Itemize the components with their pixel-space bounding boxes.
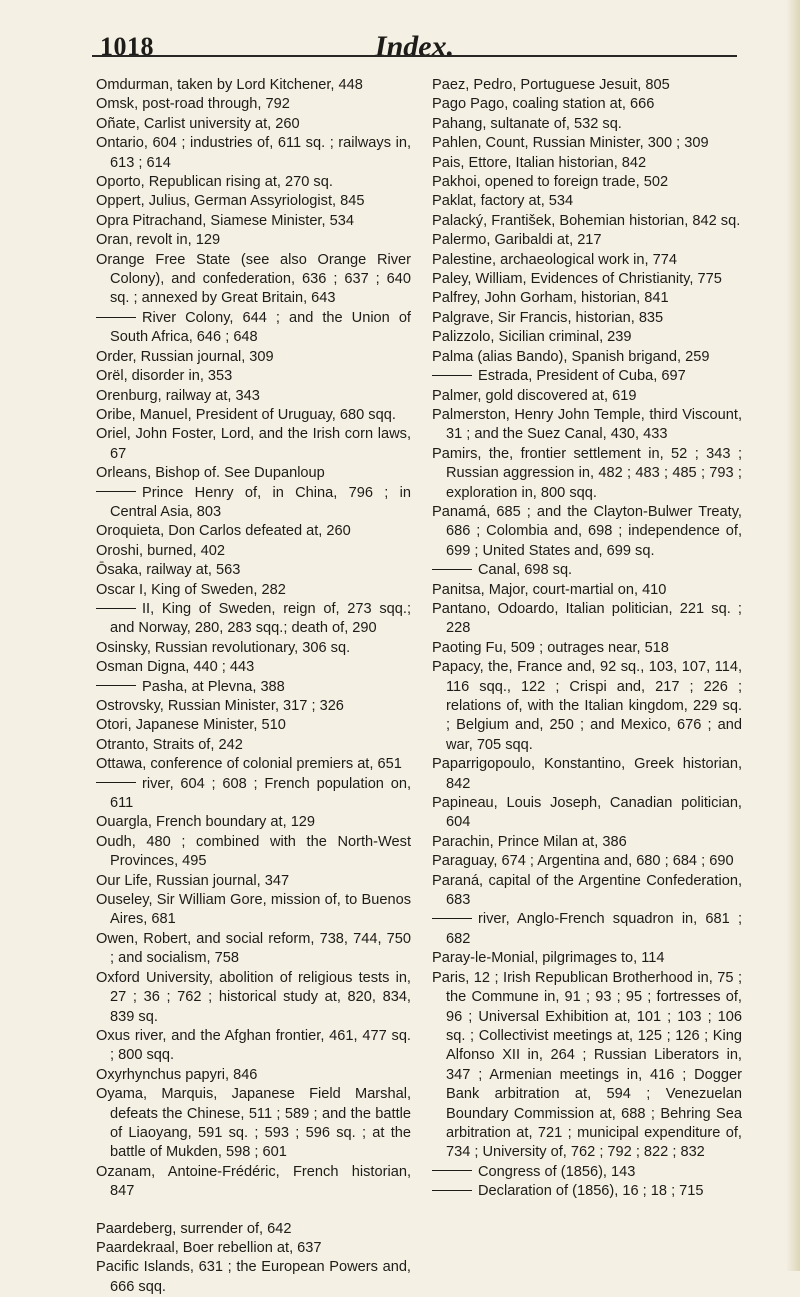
index-entry [96, 891, 411, 930]
entry-text: Oporto, Republican rising at, 270 sq. [96, 174, 333, 191]
repeat-dash [432, 375, 472, 376]
index-entry [432, 328, 742, 347]
index-subentry [432, 1182, 742, 1201]
index-entry [432, 600, 742, 639]
index-entry [432, 503, 742, 561]
index-entry [96, 464, 411, 483]
entry-text: Orël, disorder in, 353 [96, 368, 233, 385]
index-entry [96, 561, 411, 580]
index-subentry [432, 367, 742, 386]
index-entry [432, 445, 742, 503]
entry-text: Paardeberg, surrender of, 642 [96, 1220, 292, 1237]
entry-text: Prince Henry of, in China, 796 ; in Central Asia, 803 [110, 484, 411, 520]
entry-text: Pahang, sultanate of, 532 sq. [432, 115, 622, 132]
index-entry [96, 658, 411, 677]
entry-text: Paklat, factory at, 534 [432, 193, 574, 210]
index-entry [96, 1239, 411, 1258]
index-column-right [432, 76, 742, 1202]
index-subentry [432, 1163, 742, 1182]
repeat-dash [432, 569, 472, 570]
index-entry [96, 231, 411, 250]
index-subentry [96, 309, 411, 348]
index-subentry [96, 600, 411, 639]
entry-text: Congress of (1856), 143 [478, 1163, 636, 1180]
entry-text: Orleans, Bishop of. See Dupanloup [96, 465, 325, 482]
entry-text: Ouseley, Sir William Gore, mission of, to Buenos Aires, 681 [96, 892, 411, 928]
entry-text: river, 604 ; 608 ; French population on, 611 [110, 775, 411, 812]
entry-text: Ōsaka, railway at, 563 [96, 562, 241, 579]
index-entry [96, 367, 411, 386]
index-entry [96, 581, 411, 600]
index-entry [96, 115, 411, 134]
entry-text: Oriel, John Foster, Lord, and the Irish corn laws, 67 [96, 426, 411, 462]
entry-text: Paley, William, Evidences of Christianity, 775 [432, 271, 722, 288]
index-entry [432, 173, 742, 192]
entry-text: Paray-le-Monial, pilgrimages to, 114 [432, 950, 665, 967]
index-entry [96, 930, 411, 969]
index-entry [96, 1066, 411, 1085]
index-entry [432, 406, 742, 445]
index-entry [96, 406, 411, 425]
entry-text: Oyama, Marquis, Japanese Field Marshal, defeats the Chinese, 511 ; 589 ; and the battle of Liaoyang, 591 sq. ; 593 ; 596 sq. ; at the battle of Mukden, 598 ; 601 [96, 1086, 411, 1161]
entry-text: Pantano, Odoardo, Italian politician, 221 sq. ; 228 [432, 600, 742, 637]
repeat-dash [96, 782, 136, 783]
entry-text: Palermo, Garibaldi at, 217 [432, 232, 602, 249]
entry-text: Order, Russian journal, 309 [96, 348, 274, 365]
header-rule [92, 55, 737, 57]
index-entry [432, 658, 742, 755]
index-entry [432, 969, 742, 1163]
index-entry [432, 309, 742, 328]
index-entry [432, 154, 742, 173]
entry-text: Pakhoi, opened to foreign trade, 502 [432, 174, 669, 191]
index-entry [96, 1258, 411, 1297]
index-entry [432, 212, 742, 231]
index-entry [432, 231, 742, 250]
entry-text: Pahlen, Count, Russian Minister, 300 ; 309 [432, 135, 709, 152]
index-entry [96, 387, 411, 406]
index-entry [96, 95, 411, 114]
entry-text: Palacký, František, Bohemian historian, 842 sq. [432, 212, 741, 229]
repeat-dash [96, 685, 136, 686]
entry-text: Panitsa, Major, court-martial on, 410 [432, 581, 667, 598]
entry-text: Parachin, Prince Milan at, 386 [432, 833, 627, 850]
entry-text: Palgrave, Sir Francis, historian, 835 [432, 309, 664, 326]
index-entry [432, 581, 742, 600]
entry-text: Paraná, capital of the Argentine Confederation, 683 [432, 872, 742, 909]
index-entry [96, 716, 411, 735]
repeat-dash [96, 317, 136, 318]
entry-text: Paparrigopoulo, Konstantino, Greek historian, 842 [432, 756, 742, 792]
index-entry [432, 270, 742, 289]
entry-text: Pago Pago, coaling station at, 666 [432, 96, 655, 113]
index-entry [432, 289, 742, 308]
index-entry [96, 212, 411, 231]
entry-text: River Colony, 644 ; and the Union of South Africa, 646 ; 648 [110, 309, 411, 346]
entry-text: Oran, revolt in, 129 [96, 232, 221, 249]
index-entry [96, 697, 411, 716]
entry-text: Osman Digna, 440 ; 443 [96, 659, 255, 676]
entry-text: Orenburg, railway at, 343 [96, 387, 260, 404]
index-entry [432, 949, 742, 968]
entry-text: Osinsky, Russian revolutionary, 306 sq. [96, 639, 351, 656]
index-entry [96, 348, 411, 367]
repeat-dash [96, 608, 136, 609]
entry-text: II, King of Sweden, reign of, 273 sqq.; and Norway, 280, 283 sqq.; death of, 290 [110, 600, 411, 637]
entry-text: Our Life, Russian journal, 347 [96, 872, 290, 889]
index-entry [96, 425, 411, 464]
entry-text: Papacy, the, France and, 92 sq., 103, 107, 114, 116 sqq., 122 ; Crispi and, 217 ; 226 ; relations of, with the Italian kingdom, 229 sq. ; Belgium and, 250 ; and Mexico, 676 ; and war, 705 sqq. [432, 659, 742, 753]
entry-text: Estrada, President of Cuba, 697 [478, 368, 686, 385]
page-number: 1018 [100, 32, 154, 61]
entry-text: Oudh, 480 ; combined with the North-West Provinces, 495 [96, 833, 411, 870]
entry-text: Pasha, at Plevna, 388 [142, 678, 285, 695]
index-entry [432, 95, 742, 114]
entry-text: Ouargla, French boundary at, 129 [96, 814, 316, 831]
entry-text: Palfrey, John Gorham, historian, 841 [432, 290, 669, 307]
index-entry [432, 852, 742, 871]
entry-text: Palestine, archaeological work in, 774 [432, 251, 677, 268]
index-entry [432, 192, 742, 211]
index-entry [96, 969, 411, 1027]
repeat-dash [432, 1190, 472, 1191]
entry-text: river, Anglo-French squadron in, 681 ; 682 [446, 911, 742, 947]
entry-text: Oroshi, burned, 402 [96, 542, 225, 559]
entry-text: Omdurman, taken by Lord Kitchener, 448 [96, 77, 363, 93]
entry-text: Paardekraal, Boer rebellion at, 637 [96, 1239, 322, 1256]
index-entry [96, 542, 411, 561]
entry-text: Otranto, Straits of, 242 [96, 736, 243, 753]
entry-text: Pacific Islands, 631 ; the European Powers and, 666 sqq. [96, 1259, 411, 1295]
entry-text: Oxyrhynchus papyri, 846 [96, 1066, 258, 1083]
entry-text: Owen, Robert, and social reform, 738, 744, 750 ; and socialism, 758 [96, 930, 411, 967]
index-entry [96, 872, 411, 891]
entry-text: Palmer, gold discovered at, 619 [432, 387, 637, 404]
entry-text: Palizzolo, Sicilian criminal, 239 [432, 329, 632, 346]
entry-text: Ozanam, Antoine-Frédéric, French historian, 847 [96, 1163, 411, 1200]
entry-text: Pamirs, the, frontier settlement in, 52 ; 343 ; Russian aggression in, 482 ; 483 ; 485 ; 793 ; exploration in, 800 sqq. [432, 445, 742, 501]
index-entry [96, 1027, 411, 1066]
index-entry [96, 173, 411, 192]
index-entry [96, 813, 411, 832]
index-entry [432, 387, 742, 406]
entry-text: Pais, Ettore, Italian historian, 842 [432, 154, 647, 171]
index-entry [96, 1085, 411, 1163]
index-entry [96, 251, 411, 309]
entry-text: Paraguay, 674 ; Argentina and, 680 ; 684 ; 690 [432, 853, 734, 870]
entry-text: Opra Pitrachand, Siamese Minister, 534 [96, 212, 354, 229]
index-entry [432, 755, 742, 794]
index-entry [432, 251, 742, 270]
entry-text: Oxford University, abolition of religious tests in, 27 ; 36 ; 762 ; historical study at, 820, 834, 839 sq. [96, 969, 411, 1025]
entry-text: Oñate, Carlist university at, 260 [96, 115, 300, 132]
entry-text: Ontario, 604 ; industries of, 611 sq. ; railways in, 613 ; 614 [96, 135, 411, 171]
index-entry [432, 115, 742, 134]
entry-text: Ottawa, conference of colonial premiers at, 651 [96, 756, 402, 773]
entry-text: Oxus river, and the Afghan frontier, 461, 477 sq. ; 800 sqq. [96, 1027, 411, 1064]
index-subentry [432, 561, 742, 580]
repeat-dash [96, 491, 136, 492]
index-entry [432, 76, 742, 95]
index-entry [96, 639, 411, 658]
repeat-dash [432, 1170, 472, 1171]
index-entry [96, 755, 411, 774]
index-entry [96, 1220, 411, 1239]
index-column-left [96, 76, 411, 1297]
entry-text: Panamá, 685 ; and the Clayton-Bulwer Treaty, 686 ; Colombia and, 698 ; independence of, 699 ; United States and, 699 sq. [432, 503, 742, 559]
index-entry [432, 872, 742, 911]
index-subentry [96, 775, 411, 814]
index-subentry [96, 678, 411, 697]
entry-text: Paez, Pedro, Portuguese Jesuit, 805 [432, 77, 670, 93]
index-entry [432, 833, 742, 852]
entry-text: Palmerston, Henry John Temple, third Viscount, 31 ; and the Suez Canal, 430, 433 [432, 406, 742, 443]
index-entry [96, 736, 411, 755]
entry-text: Canal, 698 sq. [478, 562, 573, 579]
index-subentry [96, 484, 411, 523]
repeat-dash [432, 918, 472, 919]
entry-text: Oscar I, King of Sweden, 282 [96, 581, 286, 598]
entry-text: Oroquieta, Don Carlos defeated at, 260 [96, 523, 351, 540]
entry-text: Otori, Japanese Minister, 510 [96, 717, 286, 734]
entry-text: Paris, 12 ; Irish Republican Brotherhood in, 75 ; the Commune in, 91 ; 93 ; 95 ; fortresses of, 96 ; Universal Exhibition at, 101 ; 103 ; 106 sq. ; Collectivist meetings at, 125 ; 126 ; King Alfonso XII in, 264 ; Russian Liberators in, 347 ; Armenian meetings in, 416 ; Dogger Bank arbitration at, 594 ; Venezuelan Boundary Commission at, 688 ; Behring Sea arbitration at, 721 ; municipal expenditure of, 734 ; University of, 762 ; 792 ; 822 ; 832 [432, 969, 742, 1161]
index-entry [96, 192, 411, 211]
entry-text: Ostrovsky, Russian Minister, 317 ; 326 [96, 698, 344, 714]
index-subentry [432, 910, 742, 949]
page-edge [786, 0, 800, 1271]
entry-text: Orange Free State (see also Orange River Colony), and confederation, 636 ; 637 ; 640 sq. ; annexed by Great Britain, 643 [96, 251, 411, 307]
index-entry [96, 1163, 411, 1202]
running-title: Index. [374, 30, 455, 63]
entry-text: Palma (alias Bando), Spanish brigand, 259 [432, 348, 710, 365]
index-entry [96, 833, 411, 872]
entry-text: Declaration of (1856), 16 ; 18 ; 715 [478, 1183, 704, 1200]
index-entry [96, 76, 411, 95]
entry-text: Oribe, Manuel, President of Uruguay, 680 sqq. [96, 406, 396, 423]
entry-text: Papineau, Louis Joseph, Canadian politician, 604 [432, 795, 742, 831]
index-entry [96, 134, 411, 173]
index-entry [432, 134, 742, 153]
entry-text: Paoting Fu, 509 ; outrages near, 518 [432, 639, 669, 656]
entry-text: Oppert, Julius, German Assyriologist, 845 [96, 193, 365, 210]
index-entry [432, 348, 742, 367]
index-entry [432, 639, 742, 658]
entry-text: Omsk, post-road through, 792 [96, 96, 290, 113]
index-entry [96, 522, 411, 541]
index-entry [432, 794, 742, 833]
